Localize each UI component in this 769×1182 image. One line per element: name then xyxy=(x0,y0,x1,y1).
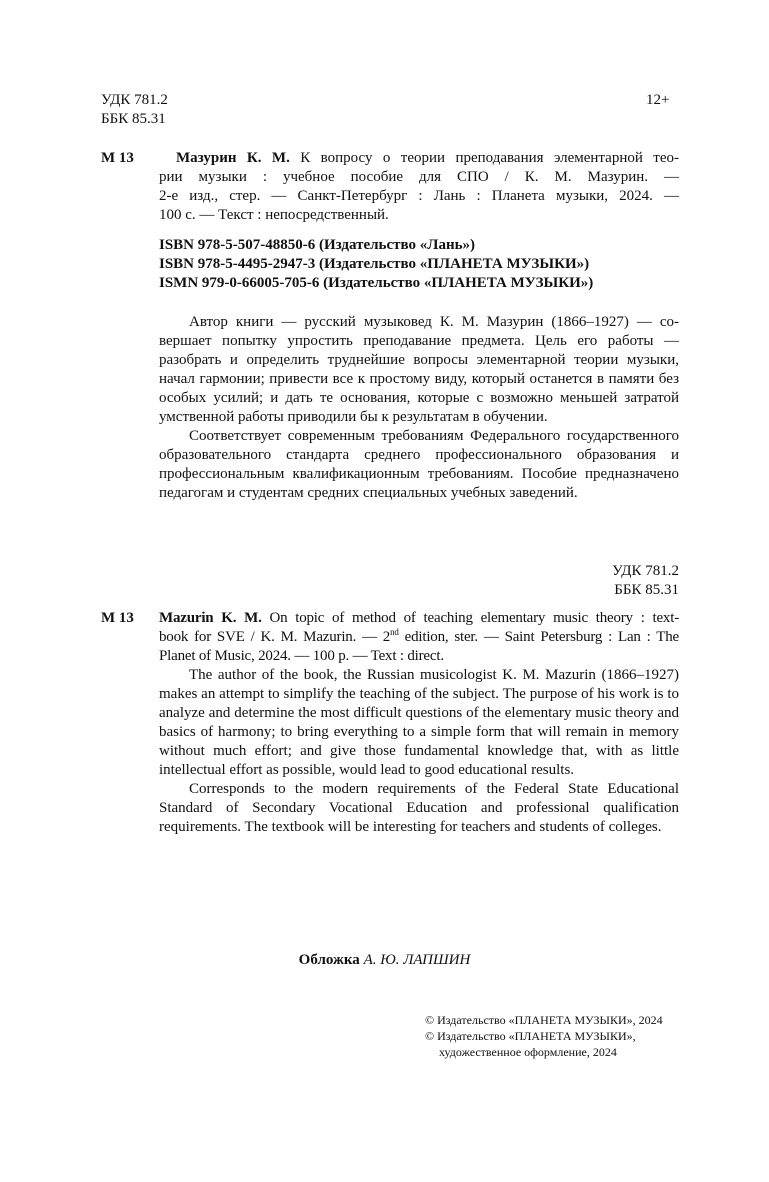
mid-udk: УДК 781.2 xyxy=(612,563,679,579)
ismn-planeta: ISMN 979-0-66005-705-6 (Издательство «ПЛАНЕТА МУЗЫКИ») xyxy=(159,275,594,291)
en-annotation-p1: The author of the book, the Russian musicologist K. M. Mazurin (1866–1927) makes an attempt to simplify the teaching of the subject. The purpose of his work is to analyze and determine the most difficult questions of the elementary music theory and basics of harmony; to bring everything to a simple form that will remain in memory without much effort; and give those fundamental knowledge that, with as little intellectual effort as possible, would lead to good educational results. xyxy=(159,667,679,778)
ru-annotation xyxy=(159,313,679,503)
cover-label: Обложка xyxy=(298,952,360,968)
ru-entry xyxy=(159,149,679,225)
en-entry xyxy=(159,609,679,837)
isbn-lan: ISBN 978-5-507-48850-6 (Издательство «Лань») xyxy=(159,237,476,253)
cover-credit xyxy=(0,951,769,970)
en-entry-line-2b: edition, ster. — Saint Petersburg : Lan : The xyxy=(398,629,679,645)
en-annotation-p2: Corresponds to the modern requirements of the Federal State Educational Standard of Secondary Vocational Education and professional qualification requirements. The textbook will be interesting for teachers and students of colleges. xyxy=(159,781,679,835)
ru-entry-line-2: рии музыки : учебное пособие для СПО / К. М. Мазурин. — xyxy=(159,169,679,185)
isbn-block xyxy=(159,236,593,293)
ru-entry-line-4: 100 с. — Текст : непосредственный. xyxy=(159,207,389,223)
ru-entry-author: Мазурин К. М. xyxy=(176,150,290,166)
copyright-line-3: художественное оформление, 2024 xyxy=(439,1045,617,1059)
en-entry-line-2a: book for SVE / K. M. Mazurin. — 2 xyxy=(159,629,391,645)
ru-entry-line-1 xyxy=(159,149,679,168)
ru-entry-code: М 13 xyxy=(101,150,134,166)
cover-artist: А. Ю. ЛАПШИН xyxy=(363,952,471,968)
header-udk: УДК 781.2 xyxy=(101,92,168,108)
copyright-line-2: © Издательство «ПЛАНЕТА МУЗЫКИ», xyxy=(425,1029,636,1043)
en-entry-author: Mazurin K. M. xyxy=(159,610,262,626)
en-entry-ordinal: nd xyxy=(390,627,399,637)
en-entry-line-3: Planet of Music, 2024. — 100 p. — Text : direct. xyxy=(159,648,444,664)
header-classification xyxy=(101,91,168,129)
mid-classification xyxy=(500,562,679,600)
ru-annotation-p1: Автор книги — русский музыковед К. М. Мазурин (1866–1927) — совершает попытку упростить преподавание предмета. Цель его работы — разобрать и определить труднейшие вопросы элементарной теории музыки, начал гармонии; привести все к простому виду, который останется в памяти без особых усилий; и дать те основания, которые с возможно меньшей затратой умственной работы приводили бы к результатам в обучении. xyxy=(159,314,679,425)
en-entry-code: M 13 xyxy=(101,610,134,626)
header-bbk: ББК 85.31 xyxy=(101,111,166,127)
en-entry-line-1-text: On topic of method of teaching elementary music theory : text- xyxy=(261,610,679,626)
age-rating: 12+ xyxy=(646,92,670,108)
ru-entry-line-3: 2-е изд., стер. — Санкт-Петербург : Лань : Планета музыки, 2024. — xyxy=(159,188,679,204)
en-entry-line-2 xyxy=(159,628,679,647)
isbn-planeta: ISBN 978-5-4495-2947-3 (Издательство «ПЛАНЕТА МУЗЫКИ») xyxy=(159,256,590,272)
copyright xyxy=(425,1012,663,1060)
en-entry-line-1 xyxy=(159,609,679,628)
ru-entry-line-1-text: К вопросу о теории преподавания элементарной тео- xyxy=(289,150,679,166)
mid-bbk: ББК 85.31 xyxy=(614,582,679,598)
copyright-line-1: © Издательство «ПЛАНЕТА МУЗЫКИ», 2024 xyxy=(425,1013,663,1027)
ru-annotation-p2: Соответствует современным требованиям Федерального государственного образовательного стандарта среднего профессионального образования и профессиональным квалификационным требованиям. Пособие предназначено педагогам и студентам средних специальных учебных заведений. xyxy=(159,428,679,501)
